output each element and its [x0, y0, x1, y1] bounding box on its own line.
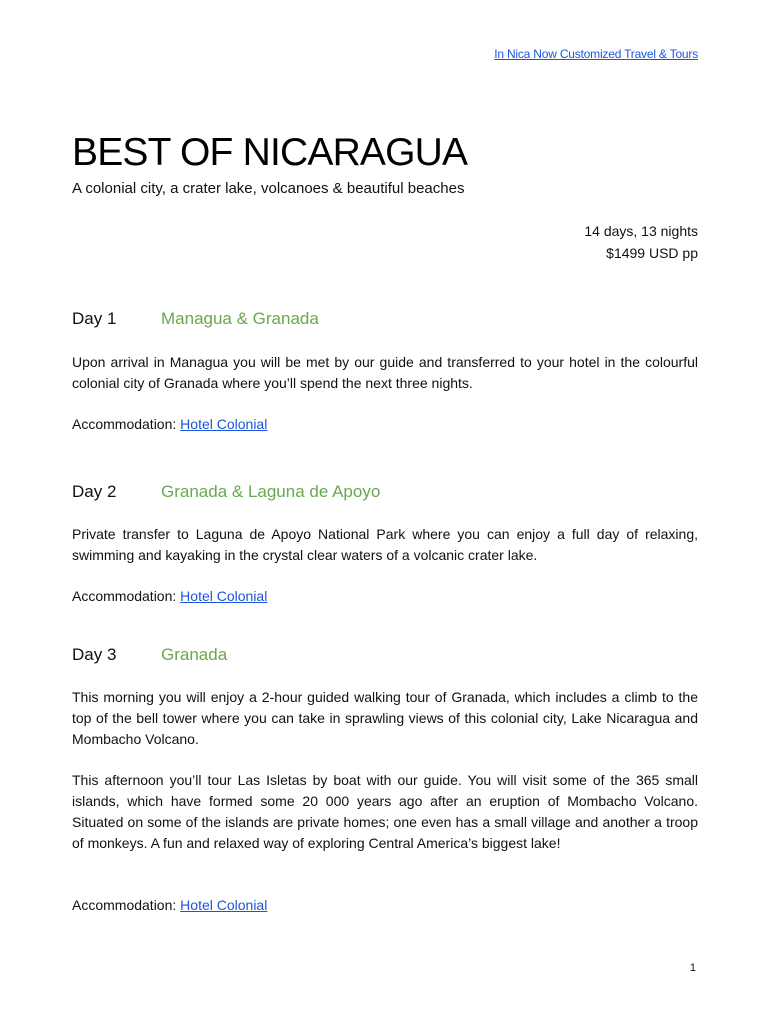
- day-title: Granada & Laguna de Apoyo: [161, 482, 381, 501]
- accommodation-label: Accommodation:: [72, 897, 177, 913]
- accommodation-label: Accommodation:: [72, 588, 177, 604]
- day-2-description: Private transfer to Laguna de Apoyo National Park where you can enjoy a full day of relaxing, swimming and kayaking in the crystal clear waters of a volcanic crater lake.: [72, 526, 698, 563]
- day-number: Day 3: [72, 645, 117, 664]
- day-1-accommodation: [72, 414, 267, 434]
- day-3-accommodation: [72, 895, 267, 915]
- day-number: Day 1: [72, 309, 117, 328]
- day-1-description: Upon arrival in Managua you will be met by our guide and transferred to your hotel in the colourful colonial city of Granada where you’ll spend the next three nights.: [72, 354, 698, 391]
- hotel-link[interactable]: Hotel Colonial: [180, 897, 268, 913]
- day-2-heading: [72, 481, 380, 503]
- accommodation-label: Accommodation:: [72, 416, 177, 432]
- trip-duration: 14 days, 13 nights: [584, 223, 698, 239]
- day-1-heading: [72, 308, 319, 330]
- trip-summary: [584, 220, 698, 264]
- day-title: Managua & Granada: [161, 309, 319, 328]
- day-3-heading: [72, 644, 227, 666]
- page-number: 1: [689, 962, 696, 974]
- day-number: Day 2: [72, 482, 117, 501]
- company-header-link[interactable]: In Nica Now Customized Travel & Tours: [494, 47, 698, 61]
- page-subtitle: A colonial city, a crater lake, volcanoes & beautiful beaches: [72, 180, 465, 197]
- trip-price: $1499 USD pp: [606, 245, 698, 261]
- page-title: BEST OF NICARAGUA: [72, 131, 468, 174]
- day-2-accommodation: [72, 586, 267, 606]
- day-title: Granada: [161, 645, 228, 664]
- hotel-link[interactable]: Hotel Colonial: [180, 588, 268, 604]
- day-3-description-morning: This morning you will enjoy a 2-hour guided walking tour of Granada, which includes a climb to the top of the bell tower where you can take in sprawling views of this colonial city, Lake Nicaragua and Mombacho Volcano.: [72, 689, 698, 747]
- hotel-link[interactable]: Hotel Colonial: [180, 416, 268, 432]
- day-3-description-afternoon: This afternoon you’ll tour Las Isletas by boat with our guide. You will visit some of the 365 small islands, which have formed some 20 000 years ago after an eruption of Mombacho Volcano. Situated on some of the islands are private homes; one even has a small village and another a troop of monkeys. A fun and relaxed way of exploring Central America’s biggest lake!: [72, 772, 698, 851]
